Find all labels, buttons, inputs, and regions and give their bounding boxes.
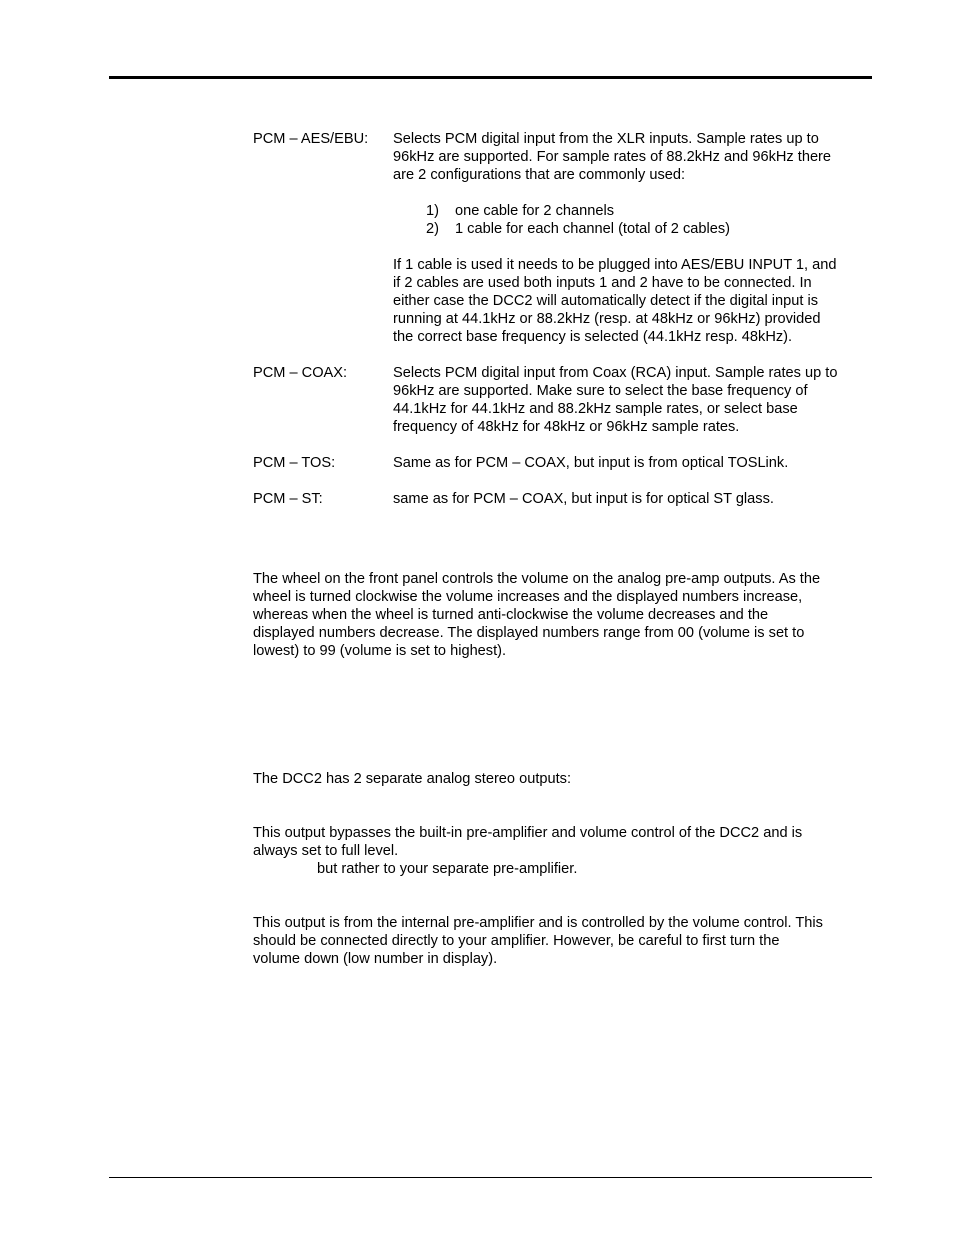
desc-aes-ebu-note-line: If 1 cable is used it needs to be plugged into AES/EBU INPUT 1, and [393,257,837,273]
desc-st: same as for PCM – COAX, but input is for optical ST glass. [393,491,774,507]
desc-coax-line: 44.1kHz for 44.1kHz and 88.2kHz sample rates, or select base [393,401,798,417]
desc-aes-ebu-line: are 2 configurations that are commonly used: [393,167,686,183]
volume-paragraph-line: lowest) to 99 (volume is set to highest). [253,643,507,659]
list-number: 1) [426,203,439,219]
desc-coax-line: frequency of 48kHz for 48kHz or 96kHz sample rates. [393,419,740,435]
list-text: one cable for 2 channels [455,203,615,219]
bypass-paragraph-line: This output bypasses the built-in pre-amplifier and volume control of the DCC2 and is [253,825,803,841]
preamp-paragraph-line: This output is from the internal pre-amplifier and is controlled by the volume control. This [253,915,823,931]
volume-paragraph-line: displayed numbers decrease. The displayed numbers range from 00 (volume is set to [253,625,805,641]
desc-aes-ebu-note-line: if 2 cables are used both inputs 1 and 2 have to be connected. In [393,275,812,291]
term-tos: PCM – TOS: [253,455,336,471]
desc-aes-ebu-note-line: the correct base frequency is selected (44.1kHz resp. 48kHz). [393,329,793,345]
desc-aes-ebu-note-line: either case the DCC2 will automatically detect if the digital input is [393,293,819,309]
term-st: PCM – ST: [253,491,323,507]
preamp-paragraph-line: volume down (low number in display). [253,951,498,967]
preamp-paragraph-line: should be connected directly to your amplifier. However, be careful to first turn the [253,933,780,949]
term-coax: PCM – COAX: [253,365,348,381]
list-number: 2) [426,221,439,237]
desc-tos: Same as for PCM – COAX, but input is from optical TOSLink. [393,455,789,471]
term-aes-ebu: PCM – AES/EBU: [253,131,369,147]
desc-aes-ebu-line: Selects PCM digital input from the XLR inputs. Sample rates up to [393,131,819,147]
volume-paragraph-line: whereas when the wheel is turned anti-clockwise the volume decreases and the [253,607,769,623]
bypass-paragraph-line: but rather to your separate pre-amplifier. [317,861,578,877]
volume-paragraph-line: The wheel on the front panel controls the volume on the analog pre-amp outputs. As the [253,571,821,587]
list-text: 1 cable for each channel (total of 2 cables) [455,221,731,237]
desc-aes-ebu-note-line: running at 44.1kHz or 88.2kHz (resp. at 48kHz or 96kHz) provided [393,311,821,327]
outputs-intro: The DCC2 has 2 separate analog stereo outputs: [253,771,572,787]
desc-coax-line: 96kHz are supported. Make sure to select the base frequency of [393,383,808,399]
desc-aes-ebu-line: 96kHz are supported. For sample rates of 88.2kHz and 96kHz there [393,149,832,165]
volume-paragraph-line: wheel is turned clockwise the volume increases and the displayed numbers increase, [253,589,803,605]
header-rule [109,76,872,79]
footer-rule [109,1177,872,1178]
desc-coax-line: Selects PCM digital input from Coax (RCA) input. Sample rates up to [393,365,838,381]
bypass-paragraph-line: always set to full level. [253,843,399,859]
